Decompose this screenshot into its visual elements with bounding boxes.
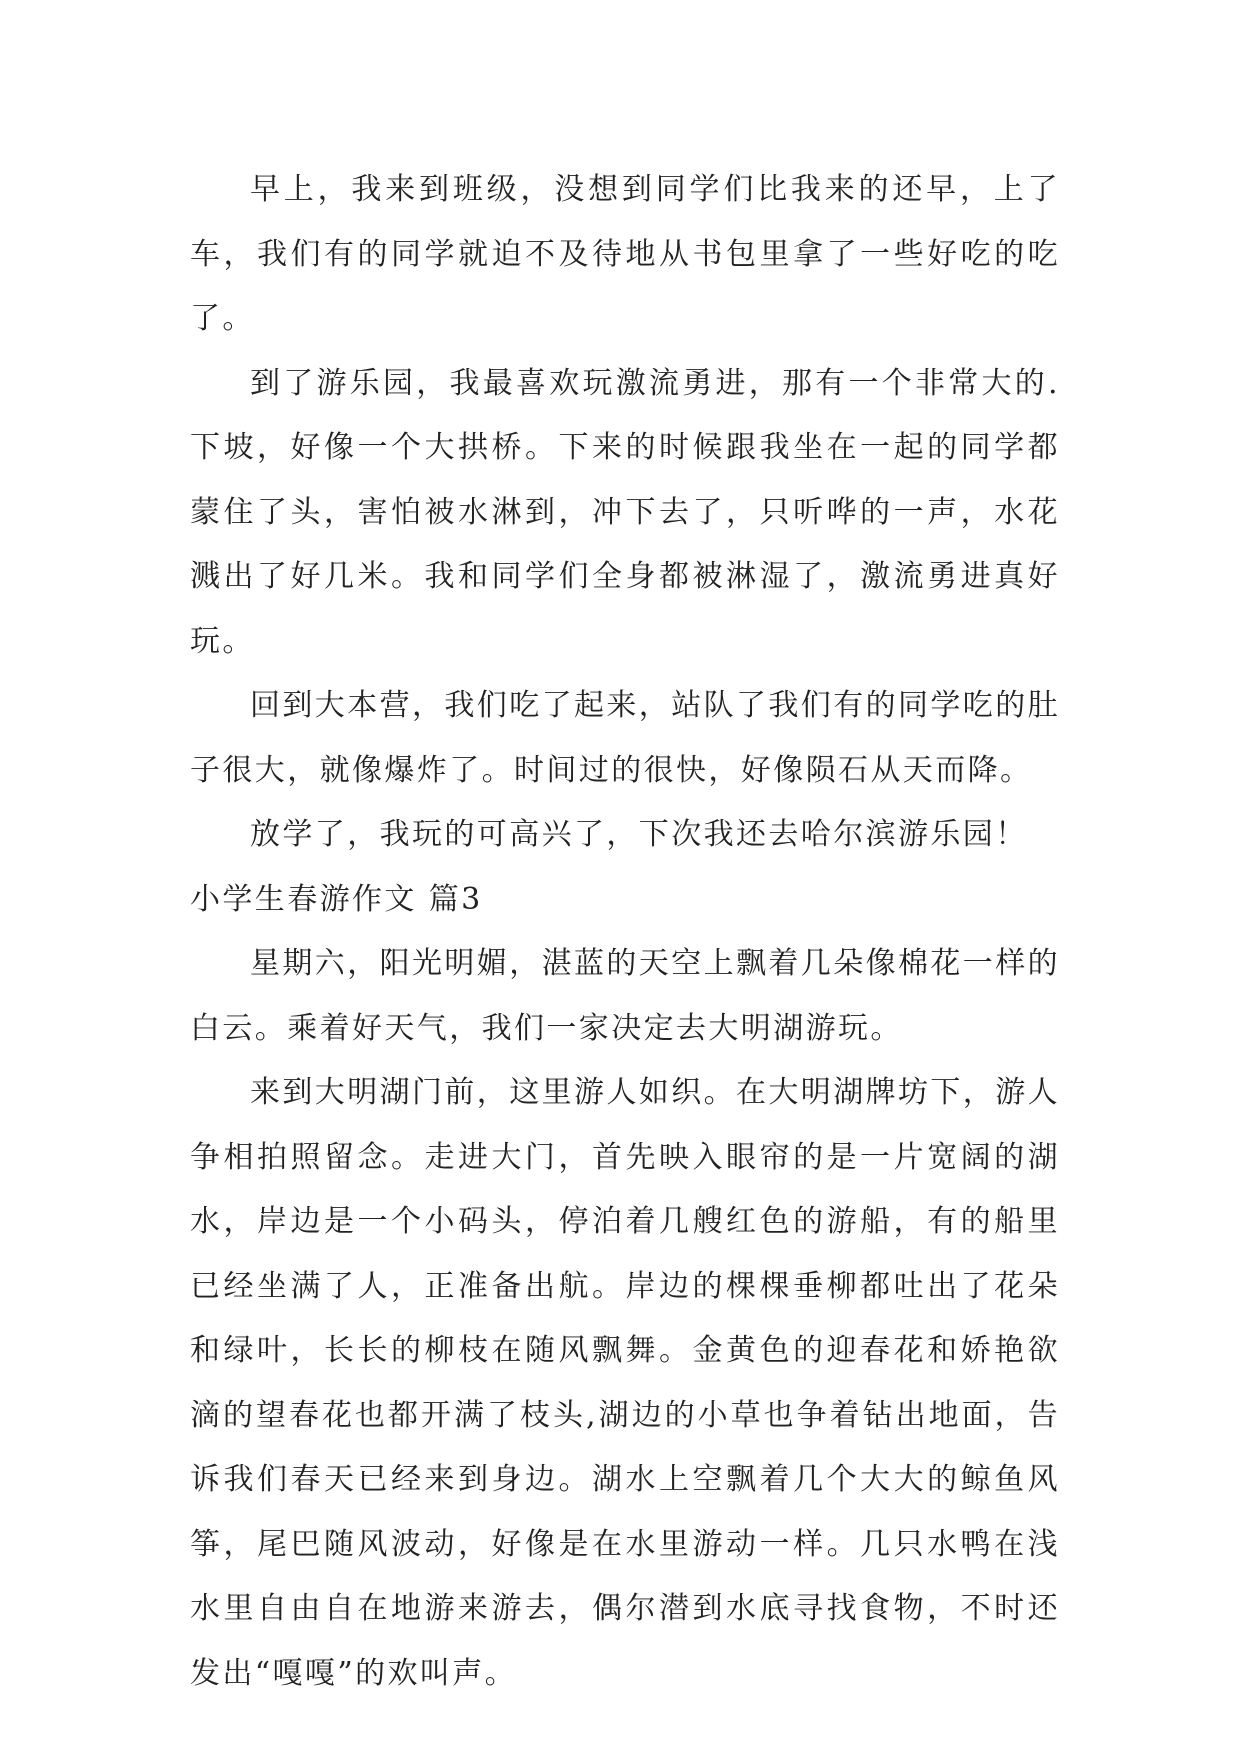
paragraph-daming-lake: 来到大明湖门前，这里游人如织。在大明湖牌坊下，游人争相拍照留念。走进大门，首先映入眼帘的是一片宽阔的湖水，岸边是一个小码头，停泊着几艘红色的游船，有的船里已经坐满了人，正准备出航。岸边的棵棵垂柳都吐出了花朵和绿叶，长长的柳枝在随风飘舞。金黄色的迎春花和娇艳欲滴的望春花也都开满了枝头,湖边的小草也争着钻出地面，告诉我们春天已经来到身边。湖水上空飘着几个大大的鲸鱼风筝，尾巴随风波动，好像是在水里游动一样。几只水鸭在浅水里自由自在地游来游去，偶尔潜到水底寻找食物，不时还发出“嘎嘎”的欢叫声。: [190, 1075, 1060, 1691]
section-title: 小学生春游作文 篇3: [190, 881, 483, 917]
document-body: [190, 158, 1060, 1706]
paragraph-saturday: 星期六，阳光明媚，湛蓝的天空上飘着几朵像棉花一样的白云。乘着好天气，我们一家决定去大明湖游玩。: [190, 946, 1060, 1046]
paragraph-arrival: 早上，我来到班级，没想到同学们比我来的还早，上了车，我们有的同学就迫不及待地从书包里拿了一些好吃的吃了。: [190, 172, 1060, 336]
paragraph-going-home: 放学了，我玩的可高兴了，下次我还去哈尔滨游乐园！: [250, 817, 1028, 852]
paragraph-base-camp: 回到大本营，我们吃了起来，站队了我们有的同学吃的肚子很大，就像爆炸了。时间过的很快，好像陨石从天而降。: [190, 688, 1060, 788]
paragraph-amusement-park: 到了游乐园，我最喜欢玩激流勇进，那有一个非常大的.下坡，好像一个大拱桥。下来的时候跟我坐在一起的同学都蒙住了头，害怕被水淋到，冲下去了，只听哗的一声，水花溅出了好几米。我和同学们全身都被淋湿了，激流勇进真好玩。: [190, 365, 1060, 659]
